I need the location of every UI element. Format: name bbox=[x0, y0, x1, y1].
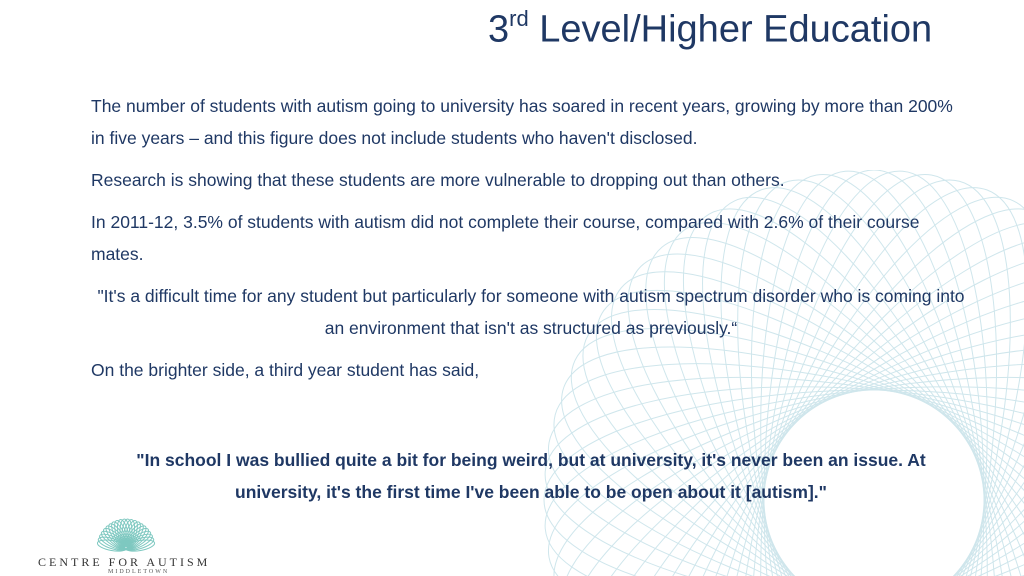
paragraph-expert-quote: "It's a difficult time for any student but particularly for someone with autism spectrum disorder who is coming into an environment that isn't as structured as previously.“ bbox=[97, 286, 965, 338]
slide-title bbox=[488, 8, 932, 52]
student-quote: "In school I was bullied quite a bit for being weird, but at university, it's never been an issue. At university, it's the first time I've been able to be open about it [autism]." bbox=[136, 450, 926, 502]
title-rest: Level/Higher Education bbox=[528, 8, 933, 51]
paragraph-statistics: In 2011-12, 3.5% of students with autism did not complete their course, compared with 2.6% of their course mates. bbox=[91, 212, 920, 264]
paragraph-vulnerability: Research is showing that these students are more vulnerable to dropping out than others. bbox=[91, 170, 785, 190]
logo-name: CENTRE FOR AUTISM bbox=[38, 555, 211, 569]
slide-body bbox=[91, 90, 971, 518]
title-prefix: 3 bbox=[488, 8, 510, 51]
paragraph-enrollment: The number of students with autism going to university has soared in recent years, growing by more than 200% in five years – and this figure does not include students who haven't disclosed. bbox=[91, 96, 953, 148]
logo-subtitle: MIDDLETOWN bbox=[108, 569, 170, 575]
title-superscript: rd bbox=[509, 6, 529, 31]
paragraph-brighter-side: On the brighter side, a third year student has said, bbox=[91, 360, 480, 380]
